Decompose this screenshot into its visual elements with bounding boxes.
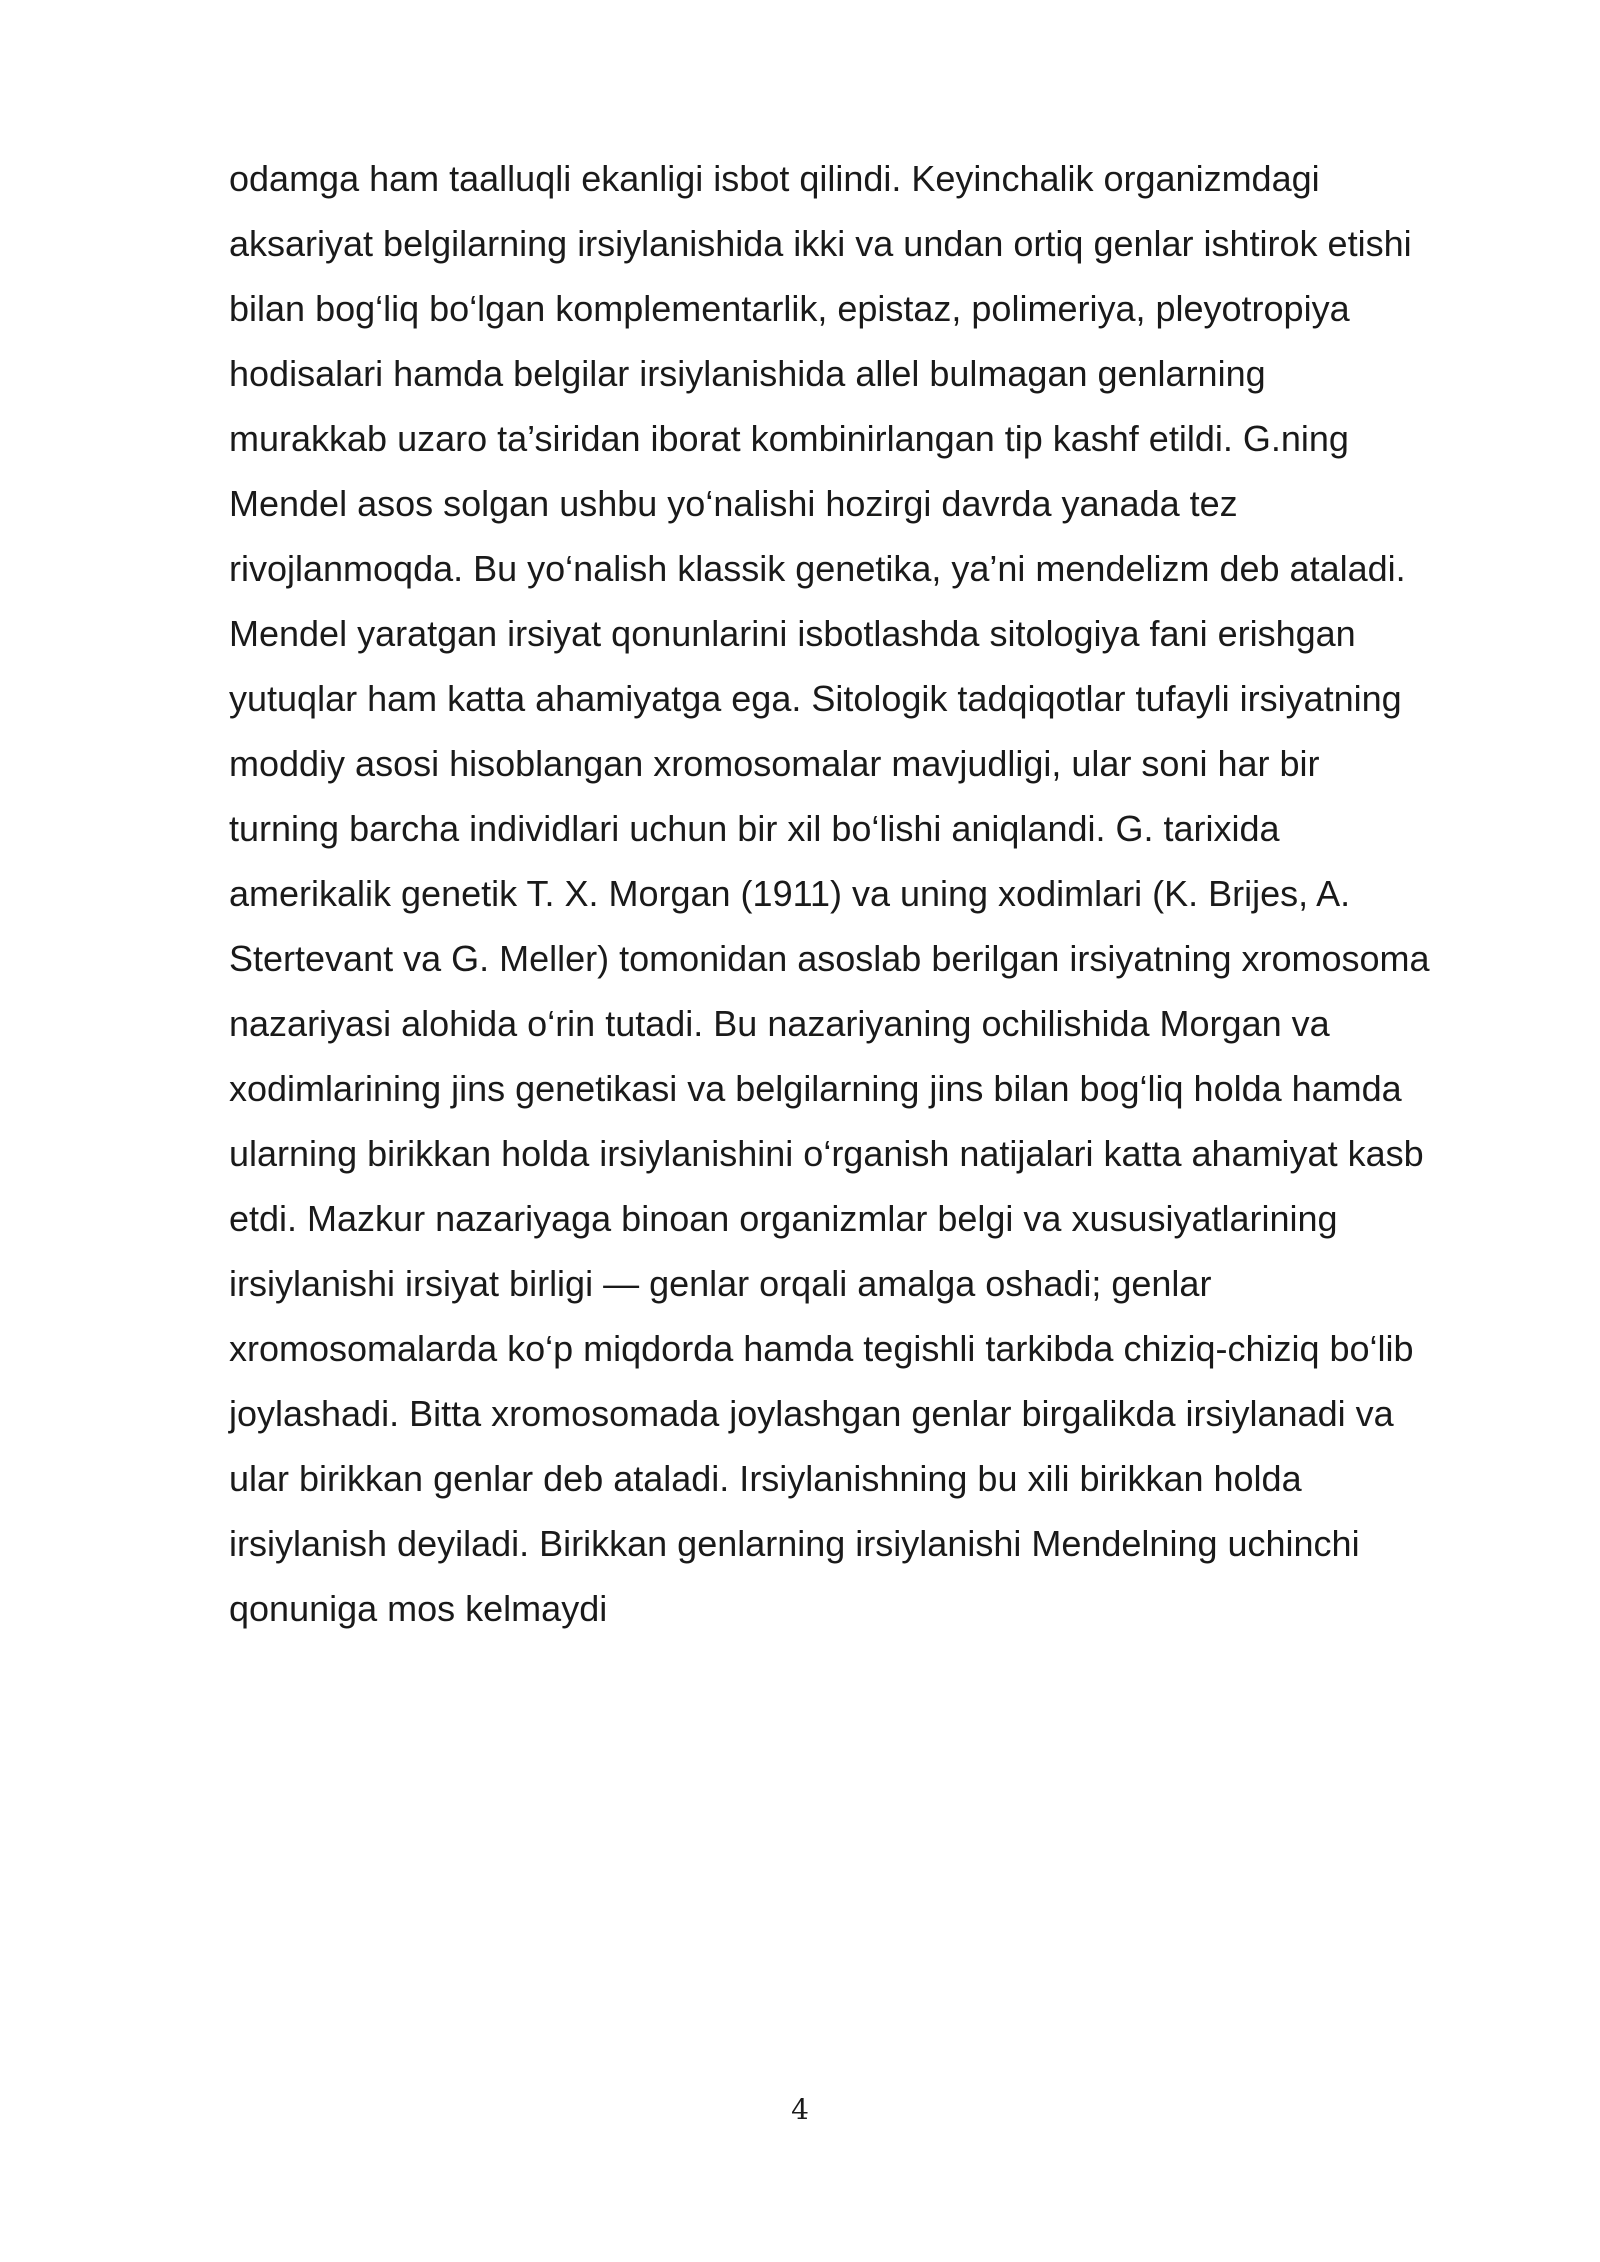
text-line-23: qonuniga mos kelmaydi — [229, 1588, 608, 1629]
text-line-21: ular birikkan genlar deb ataladi. Irsiylanishning bu xili birikkan holda — [229, 1458, 1302, 1499]
text-line-12: amerikalik genetik T. X. Morgan (1911) va uning xodimlari (K. Brijes, A. — [229, 873, 1351, 914]
text-line-4: hodisalari hamda belgilar irsiylanishida allel bulmagan genlarning — [229, 353, 1266, 394]
text-line-6: Mendel asos solgan ushbu yo‘nalishi hozirgi davrda yanada tez — [229, 483, 1238, 524]
text-line-15: xodimlarining jins genetikasi va belgilarning jins bilan bog‘liq holda hamda — [229, 1068, 1402, 1109]
text-line-22: irsiylanish deyiladi. Birikkan genlarning irsiylanishi Mendelning uchinchi — [229, 1523, 1360, 1564]
text-line-3: bilan bog‘liq bo‘lgan komplementarlik, epistaz, polimeriya, pleyotropiya — [229, 288, 1350, 329]
text-line-2: aksariyat belgilarning irsiylanishida ikki va undan ortiq genlar ishtirok etishi — [229, 223, 1412, 264]
text-line-13: Stertevant va G. Meller) tomonidan asoslab berilgan irsiyatning xromosoma — [229, 938, 1430, 979]
body-text — [229, 146, 1529, 1641]
text-line-17: etdi. Mazkur nazariyaga binoan organizmlar belgi va xususiyatlarining — [229, 1198, 1338, 1239]
text-line-8: Mendel yaratgan irsiyat qonunlarini isbotlashda sitologiya fani erishgan — [229, 613, 1356, 654]
text-line-9: yutuqlar ham katta ahamiyatga ega. Sitologik tadqiqotlar tufayli irsiyatning — [229, 678, 1402, 719]
text-line-16: ularning birikkan holda irsiylanishini o‘rganish natijalari katta ahamiyat kasb — [229, 1133, 1424, 1174]
text-line-7: rivojlanmoqda. Bu yo‘nalish klassik genetika, ya’ni mendelizm deb ataladi. — [229, 548, 1406, 589]
text-line-10: moddiy asosi hisoblangan xromosomalar mavjudligi, ular soni har bir — [229, 743, 1320, 784]
text-line-19: xromosomalarda ko‘p miqdorda hamda tegishli tarkibda chiziq-chiziq bo‘lib — [229, 1328, 1414, 1369]
page-number: 4 — [791, 2093, 809, 2126]
text-line-14: nazariyasi alohida o‘rin tutadi. Bu nazariyaning ochilishida Morgan va — [229, 1003, 1330, 1044]
text-line-5: murakkab uzaro ta’siridan iborat kombinirlangan tip kashf etildi. G.ning — [229, 418, 1349, 459]
text-line-20: joylashadi. Bitta xromosomada joylashgan genlar birgalikda irsiylanadi va — [229, 1393, 1394, 1434]
text-line-1: odamga ham taalluqli ekanligi isbot qilindi. Keyinchalik organizmdagi — [229, 158, 1320, 199]
text-line-18: irsiylanishi irsiyat birligi — genlar orqali amalga oshadi; genlar — [229, 1263, 1212, 1304]
text-line-11: turning barcha individlari uchun bir xil bo‘lishi aniqlandi. G. tarixida — [229, 808, 1280, 849]
